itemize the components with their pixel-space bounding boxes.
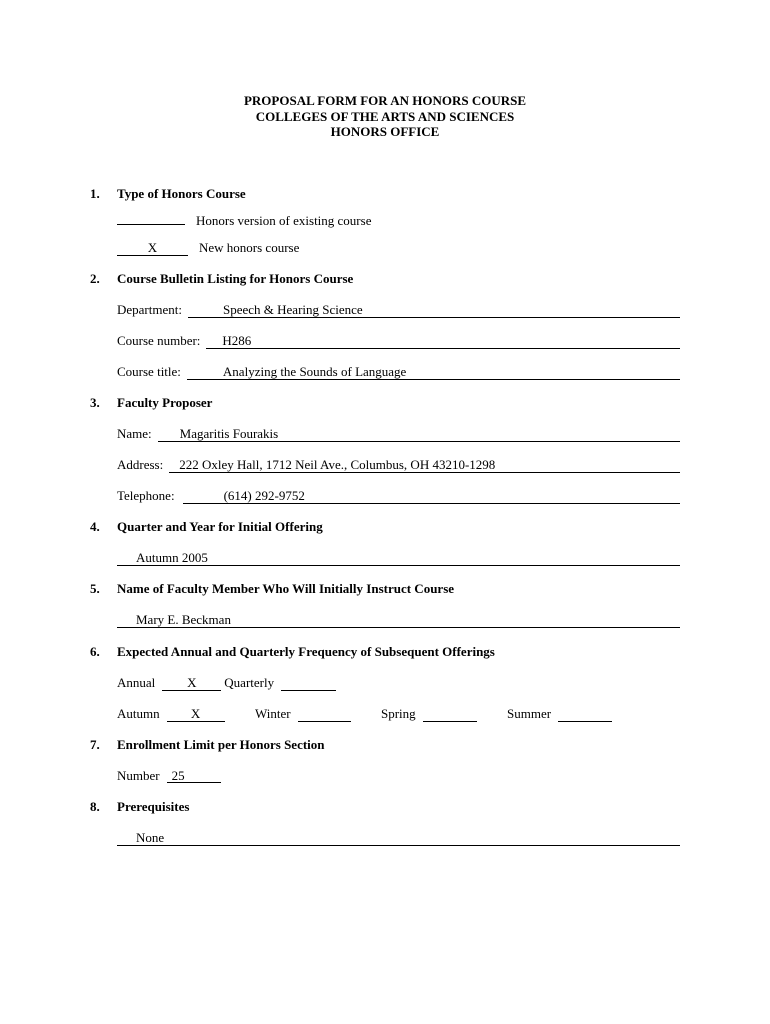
section-2-title: Course Bulletin Listing for Honors Course <box>117 271 354 286</box>
course-title-row <box>117 364 680 380</box>
initial-offering-field[interactable] <box>117 550 680 566</box>
winter-row <box>255 706 351 722</box>
prerequisites-row <box>117 830 680 846</box>
course-title-label: Course title: <box>117 364 181 379</box>
section-5-title: Name of Faculty Member Who Will Initially Instruct Course <box>117 581 455 596</box>
form-header <box>0 93 770 140</box>
section-4-title: Quarter and Year for Initial Offering <box>117 519 323 534</box>
section-8-number: 8. <box>90 799 100 814</box>
instructor-row <box>117 612 680 628</box>
proposer-address-value: 222 Oxley Hall, 1712 Neil Ave., Columbus, OH 43210-1298 <box>179 457 496 472</box>
section-5-number: 5. <box>90 581 100 596</box>
autumn-label: Autumn <box>117 706 160 721</box>
quarterly-field[interactable] <box>281 675 336 691</box>
enrollment-label: Number <box>117 768 160 783</box>
spring-field[interactable] <box>423 706 477 722</box>
section-7-title: Enrollment Limit per Honors Section <box>117 737 325 752</box>
winter-label: Winter <box>255 706 291 721</box>
proposer-name-row <box>117 426 680 442</box>
header-title: PROPOSAL FORM FOR AN HONORS COURSE <box>243 93 527 108</box>
proposer-address-field[interactable] <box>169 457 680 473</box>
proposer-phone-row <box>117 488 680 504</box>
course-number-value: H286 <box>222 333 252 348</box>
autumn-row <box>117 706 225 722</box>
section-4-number: 4. <box>90 519 100 534</box>
prerequisites-value: None <box>136 830 165 845</box>
department-value: Speech & Hearing Science <box>222 302 363 317</box>
summer-row <box>507 706 612 722</box>
proposer-name-field[interactable] <box>158 426 680 442</box>
instructor-field[interactable] <box>117 612 680 628</box>
prerequisites-field[interactable] <box>117 830 680 846</box>
quarterly-label: Quarterly <box>224 675 275 690</box>
section-7-number: 7. <box>90 737 100 752</box>
spring-label: Spring <box>381 706 416 721</box>
proposer-phone-label: Telephone: <box>117 488 175 503</box>
annual-field[interactable] <box>162 675 221 691</box>
section-3-title: Faculty Proposer <box>117 395 213 410</box>
proposer-phone-field[interactable] <box>183 488 680 504</box>
autumn-value: X <box>190 706 201 721</box>
proposer-name-value: Magaritis Fourakis <box>179 426 279 441</box>
section-8-title: Prerequisites <box>117 799 190 814</box>
proposer-address-row <box>117 457 680 473</box>
department-field[interactable] <box>188 302 680 318</box>
department-row <box>117 302 680 318</box>
initial-offering-row <box>117 550 680 566</box>
proposer-name-label: Name: <box>117 426 152 441</box>
section-3-number: 3. <box>90 395 100 410</box>
section-1-number: 1. <box>90 186 100 201</box>
enrollment-field[interactable] <box>167 768 221 783</box>
enrollment-row <box>117 768 221 784</box>
course-title-value: Analyzing the Sounds of Language <box>222 364 407 379</box>
header-office: HONORS OFFICE <box>330 124 440 139</box>
existing-course-label: Honors version of existing course <box>196 213 372 228</box>
autumn-field[interactable] <box>167 706 225 722</box>
summer-field[interactable] <box>558 706 612 722</box>
new-course-label: New honors course <box>199 240 300 255</box>
enrollment-value: 25 <box>171 768 185 783</box>
initial-offering-value: Autumn 2005 <box>136 550 208 565</box>
proposer-phone-value: (614) 292-9752 <box>223 488 305 503</box>
department-label: Department: <box>117 302 182 317</box>
proposer-address-label: Address: <box>117 457 164 472</box>
instructor-value: Mary E. Beckman <box>136 612 231 627</box>
existing-course-mark[interactable] <box>117 209 185 225</box>
winter-field[interactable] <box>298 706 351 722</box>
course-title-field[interactable] <box>187 364 680 380</box>
summer-label: Summer <box>507 706 552 721</box>
annual-label: Annual <box>117 675 156 690</box>
course-number-label: Course number: <box>117 333 201 348</box>
new-course-mark[interactable]: X <box>117 240 188 256</box>
section-6-number: 6. <box>90 644 100 659</box>
course-number-field[interactable] <box>206 333 680 349</box>
course-number-row <box>117 333 680 349</box>
header-subtitle: COLLEGES OF THE ARTS AND SCIENCES <box>255 108 515 124</box>
annual-value: X <box>187 675 197 690</box>
section-6-title: Expected Annual and Quarterly Frequency of Subsequent Offerings <box>117 644 495 659</box>
section-2-number: 2. <box>90 271 100 286</box>
frequency-row <box>117 675 336 691</box>
spring-row <box>381 706 477 722</box>
section-1-title: Type of Honors Course <box>117 186 246 201</box>
option-existing-course <box>117 209 371 229</box>
option-new-course <box>117 240 299 256</box>
